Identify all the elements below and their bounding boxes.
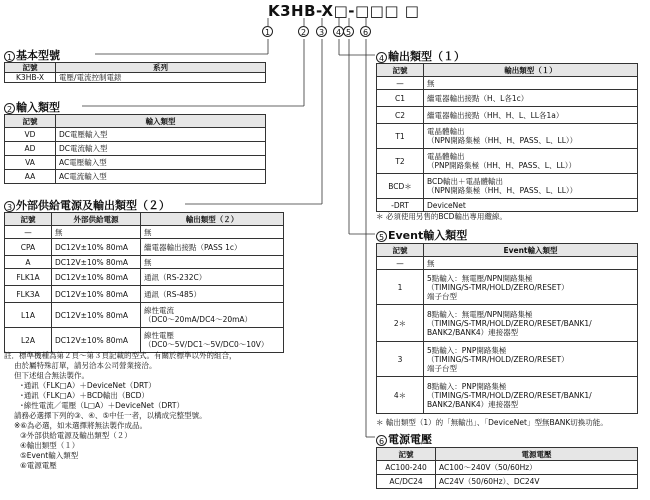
code-cell: L1A <box>5 303 52 328</box>
output-cell <box>141 328 284 353</box>
desc-cell: AC24V（50/60Hz）、DC24V <box>436 475 638 489</box>
section-3-number: 3 <box>4 201 15 212</box>
desc-cell <box>424 124 638 149</box>
desc-line: （TIMING/S-TMR/HOLD/ZERO/RESET） <box>427 282 569 292</box>
code-cell: AC100-240 <box>377 461 436 475</box>
output-cell <box>141 303 284 328</box>
code-cell: VA <box>5 156 56 170</box>
section-3-title: 外部供給電源及輸出類型（２） <box>16 199 170 212</box>
table-header: 外部供給電源 <box>52 213 141 226</box>
output-line: 線性電壓 <box>144 331 174 340</box>
note-line: ③外部供給電源及輸出類型（２） <box>20 431 132 440</box>
output-cell: 通訊（RS-232C） <box>141 269 284 286</box>
desc-cell <box>424 305 638 342</box>
table-header: Event輸入類型 <box>424 244 638 257</box>
section-5-note: ＊ 輸出類型（1）的「無輸出」、「DeviceNet」型無BANK切換功能。 <box>376 418 608 427</box>
position-marker-3: 3 <box>316 26 327 37</box>
table-base-model <box>4 62 266 83</box>
output-line: （DC0～5V/DC1～5V/DC0～10V） <box>144 340 269 349</box>
code-cell: BCD＊ <box>377 174 424 199</box>
code-cell: FLK1A <box>5 269 52 286</box>
desc-cell: 電壓/電流控制電錶 <box>56 73 266 83</box>
section-5-number: 5 <box>376 231 387 242</box>
desc-cell <box>424 342 638 377</box>
table-header: 記號 <box>5 63 56 73</box>
table-header: 電源電壓 <box>436 448 638 461</box>
desc-line: 電晶體輸出 <box>427 127 465 136</box>
output-cell: 無 <box>141 256 284 269</box>
ordering-notes <box>4 351 237 471</box>
section-2-number: 2 <box>4 103 15 114</box>
desc-cell: 無 <box>424 257 638 270</box>
table-power-voltage <box>376 447 638 489</box>
code-cell: CPA <box>5 239 52 256</box>
table-header: 記號 <box>377 244 424 257</box>
desc-cell <box>424 149 638 174</box>
table-event-input-type <box>376 243 638 414</box>
note-line: ･通訊（FLK□A）＋BCD輸出（BCD） <box>20 391 149 400</box>
desc-line: （NPN開路集極（HH、H、PASS、L、LL）） <box>427 136 578 145</box>
code-cell: K3HB-X <box>5 73 56 83</box>
output-cell: 通訊（RS-485） <box>141 286 284 303</box>
code-cell: AC/DC24 <box>377 475 436 489</box>
output-line: 線性電流 <box>144 306 174 315</box>
desc-cell: AC電壓輸入型 <box>56 156 266 170</box>
section-2-title: 輸入類型 <box>16 101 60 114</box>
section-1-title: 基本型號 <box>16 49 60 62</box>
code-cell: T2 <box>377 149 424 174</box>
desc-line: （NPN開路集極（HH、H、PASS、L、LL）） <box>427 186 578 195</box>
model-title: K3HB-X□-□□□ □ <box>268 2 420 20</box>
desc-line: （TIMING/S-TMR/HOLD/ZERO/RESET/BANK1/ <box>427 390 592 400</box>
output-cell: 繼電器輸出接點（PASS 1c） <box>141 239 284 256</box>
output-cell: 無 <box>141 226 284 239</box>
code-cell: FLK3A <box>5 286 52 303</box>
note-line: 註．標準機種為第２頁～第３頁記載的型式。有關於標準以外的組合， <box>4 351 237 360</box>
code-cell: AD <box>5 142 56 156</box>
table-external-power-output <box>4 212 284 353</box>
position-marker-6: 6 <box>360 26 371 37</box>
power-cell: DC12V±10% 80mA <box>52 303 141 328</box>
power-cell: DC12V±10% 80mA <box>52 328 141 353</box>
code-cell: — <box>377 257 424 270</box>
section-6-number: 6 <box>376 435 387 446</box>
section-6-header <box>376 431 432 447</box>
table-header: 記號 <box>377 64 424 77</box>
section-4-header <box>376 48 465 64</box>
table-header: 輸出類型（２） <box>141 213 284 226</box>
position-marker-2: 2 <box>298 26 309 37</box>
note-line: 由於屬特殊訂單，請另洽本公司營業接洽。 <box>14 361 157 370</box>
table-header: 輸入類型 <box>56 115 266 128</box>
section-4-title: 輸出類型（１） <box>388 50 465 63</box>
desc-line: 端子台型 <box>427 291 457 301</box>
code-cell: C1 <box>377 90 424 107</box>
power-cell: 無 <box>52 226 141 239</box>
code-cell: -DRT <box>377 199 424 212</box>
power-cell: DC12V±10% 80mA <box>52 256 141 269</box>
note-line: ④輸出類型（１） <box>20 441 80 450</box>
code-cell: 3 <box>377 342 424 377</box>
note-line: 但下述組合無法製作。 <box>14 371 89 380</box>
code-cell: T1 <box>377 124 424 149</box>
code-cell: VD <box>5 128 56 142</box>
code-cell: A <box>5 256 52 269</box>
position-marker-1: 1 <box>262 26 273 37</box>
desc-cell <box>424 377 638 414</box>
desc-cell: DC電流輸入型 <box>56 142 266 156</box>
section-5-title: Event輸入類型 <box>388 229 468 242</box>
desc-line: 5點輸入：無電壓/NPN開路集極 <box>427 273 533 283</box>
position-marker-4: 4 <box>333 26 344 37</box>
desc-line: 5點輸入：PNP開路集極 <box>427 345 507 355</box>
code-cell: 2＊ <box>377 305 424 342</box>
output-line: （DC0～20mA/DC4～20mA） <box>144 315 253 324</box>
desc-cell: DeviceNet <box>424 199 638 212</box>
code-cell: AA <box>5 170 56 184</box>
desc-line: （TIMING/S-TMR/HOLD/ZERO/RESET/BANK1/ <box>427 318 592 328</box>
desc-line: 8點輸入：PNP開路集極 <box>427 381 507 391</box>
desc-line: BCD輸出＋電晶體輸出 <box>427 177 504 186</box>
desc-cell: AC100～240V（50/60Hz） <box>436 461 638 475</box>
code-cell: C2 <box>377 107 424 124</box>
note-line: 請務必選擇下列的③、④、⑤中任一者，以構成完整型號。 <box>14 411 207 420</box>
table-header: 記號 <box>5 115 56 128</box>
desc-line: （PNP開路集極（HH、H、PASS、L、LL）） <box>427 161 577 170</box>
table-output-type-1 <box>376 63 638 212</box>
desc-line: 端子台型 <box>427 363 457 373</box>
code-cell: L2A <box>5 328 52 353</box>
section-6-title: 電源電壓 <box>388 433 432 446</box>
desc-cell: 無 <box>424 77 638 90</box>
code-cell: — <box>377 77 424 90</box>
note-line: ※⑥為必選，如未選擇將無法製作成品。 <box>14 421 148 430</box>
note-line: ⑤Event輸入類型 <box>20 451 79 460</box>
desc-cell: AC電流輸入型 <box>56 170 266 184</box>
power-cell: DC12V±10% 80mA <box>52 239 141 256</box>
note-line: ⑥電源電壓 <box>20 461 57 470</box>
table-header: 記號 <box>5 213 52 226</box>
code-cell: 4＊ <box>377 377 424 414</box>
section-4-number: 4 <box>376 52 387 63</box>
table-header: 系列 <box>56 63 266 73</box>
table-header: 輸出類型（１） <box>424 64 638 77</box>
table-header: 記號 <box>377 448 436 461</box>
desc-line: 8點輸入：無電壓/NPN開路集極 <box>427 309 533 319</box>
desc-cell: 繼電器輸出接點（H、L各1c） <box>424 90 638 107</box>
section-4-note: ＊ 必須使用另售的BCD輸出專用纜線。 <box>376 212 507 221</box>
section-3-header <box>4 197 170 213</box>
position-marker-5: 5 <box>343 26 354 37</box>
desc-cell: 繼電器輸出接點（HH、H、L、LL各1a） <box>424 107 638 124</box>
section-2-header <box>4 99 60 115</box>
desc-cell <box>424 174 638 199</box>
section-1-number: 1 <box>4 51 15 62</box>
desc-cell <box>424 270 638 305</box>
desc-line: （TIMING/S-TMR/HOLD/ZERO/RESET） <box>427 354 569 364</box>
code-cell: — <box>5 226 52 239</box>
section-5-header <box>376 227 467 243</box>
code-cell: 1 <box>377 270 424 305</box>
power-cell: DC12V±10% 80mA <box>52 269 141 286</box>
desc-cell: DC電壓輸入型 <box>56 128 266 142</box>
desc-line: BANK2/BANK4）連接器型 <box>427 399 519 409</box>
section-1-header <box>4 47 60 63</box>
desc-line: BANK2/BANK4）連接器型 <box>427 327 519 337</box>
power-cell: DC12V±10% 80mA <box>52 286 141 303</box>
note-line: ･線性電流／電壓（L□A）＋DeviceNet（DRT） <box>20 401 184 410</box>
table-input-type <box>4 114 266 184</box>
desc-line: 電晶體輸出 <box>427 152 465 161</box>
note-line: ･通訊（FLK□A）＋DeviceNet（DRT） <box>20 381 156 390</box>
